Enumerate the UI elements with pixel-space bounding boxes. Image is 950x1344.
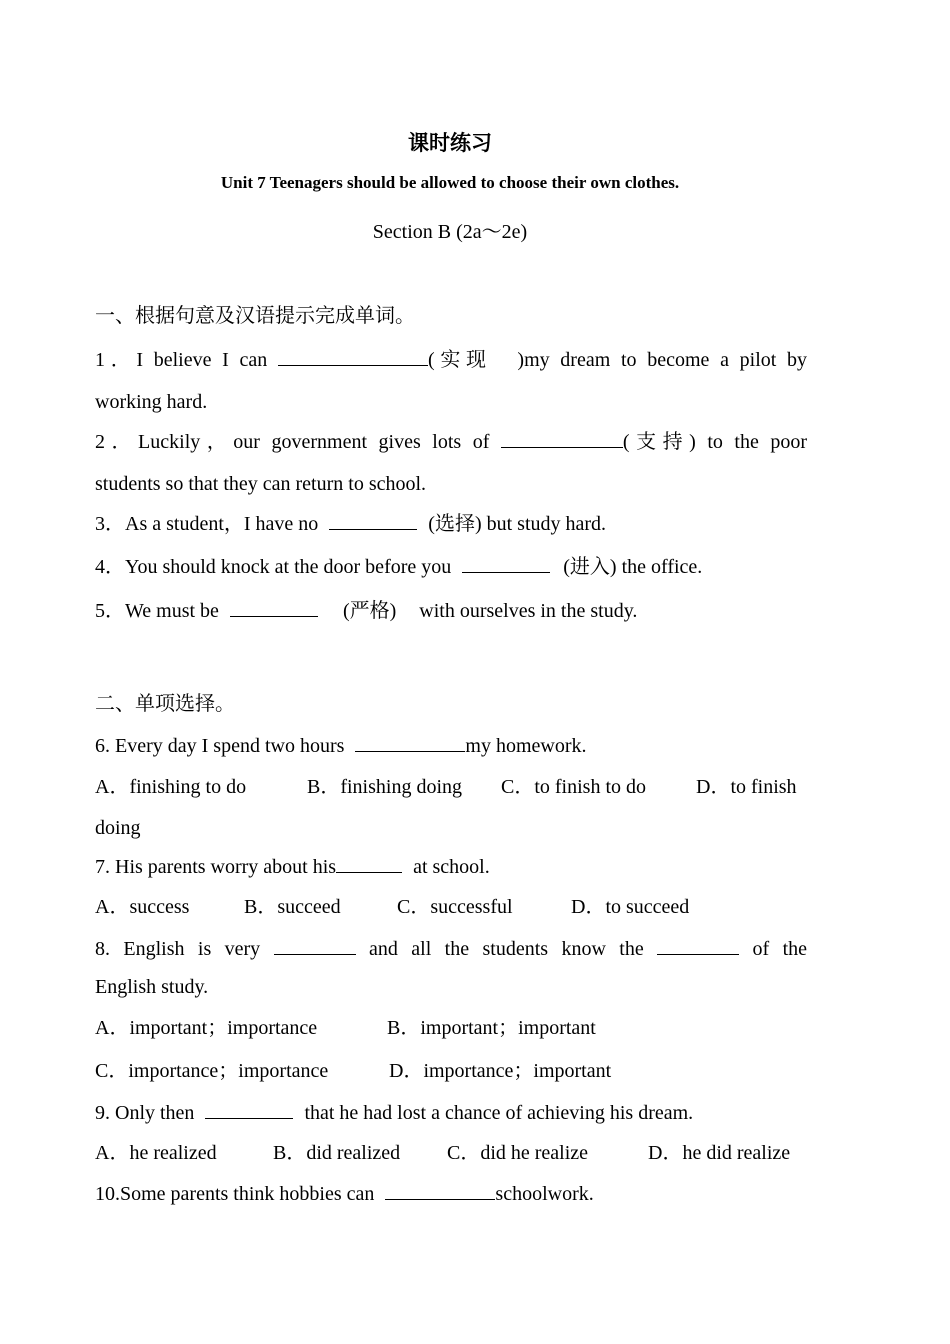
option-a[interactable]: A．finishing to do <box>95 776 247 798</box>
answer-blank[interactable] <box>274 936 356 955</box>
question-10: 10.Some parents think hobbies can schoolwork. <box>95 1183 594 1205</box>
question-3: 3．As a student，I have no (选择) but study hard. <box>95 513 607 535</box>
answer-blank[interactable] <box>501 429 623 448</box>
unit-title: Unit 7 Teenagers should be allowed to choose their own clothes. <box>220 173 680 192</box>
answer-blank[interactable] <box>205 1100 293 1119</box>
option-b[interactable]: B．finishing doing <box>307 776 463 798</box>
page-title: 课时练习 <box>408 131 492 155</box>
part2-heading: 二、单项选择。 <box>95 693 235 715</box>
option-d[interactable]: D．importance；important <box>389 1060 612 1082</box>
option-a[interactable]: A．success <box>95 896 190 918</box>
answer-blank[interactable] <box>230 598 318 617</box>
question-6: 6. Every day I spend two hours my homework. <box>95 735 587 757</box>
answer-blank[interactable] <box>355 733 465 752</box>
option-a[interactable]: A．he realized <box>95 1142 217 1164</box>
option-c[interactable]: C．importance；importance <box>95 1060 329 1082</box>
option-d[interactable]: D．he did realize <box>648 1142 791 1164</box>
question-2: 2．Luckily，our government gives lots of (支持) to the poor <box>95 431 808 453</box>
question-6-cont: doing <box>95 817 141 839</box>
question-4: 4．You should knock at the door before you (进入) the office. <box>95 556 703 578</box>
option-b[interactable]: B．succeed <box>244 896 341 918</box>
option-c[interactable]: C．to finish to do <box>501 776 647 798</box>
answer-blank[interactable] <box>657 936 739 955</box>
answer-blank[interactable] <box>462 554 550 573</box>
answer-blank[interactable] <box>385 1181 495 1200</box>
question-1: 1．I believe I can (实现 )my dream to become a pilot by <box>95 349 808 371</box>
part1-heading: 一、根据句意及汉语提示完成单词。 <box>95 305 415 327</box>
option-c[interactable]: C．successful <box>397 896 513 918</box>
question-1-cont: working hard. <box>95 391 208 413</box>
question-8: 8. English is very and all the students know the of the <box>95 938 808 960</box>
option-a[interactable]: A．important；importance <box>95 1017 318 1039</box>
question-7: 7. His parents worry about his at school. <box>95 856 490 878</box>
answer-blank[interactable] <box>336 854 402 873</box>
question-2-cont: students so that they can return to school. <box>95 473 427 495</box>
option-d[interactable]: D．to succeed <box>571 896 690 918</box>
option-b[interactable]: B．important；important <box>387 1017 596 1039</box>
option-d[interactable]: D．to finish <box>696 776 797 798</box>
option-b[interactable]: B．did realized <box>273 1142 401 1164</box>
section-title: Section B (2a～2e) <box>372 221 528 243</box>
question-5: 5．We must be (严格) with ourselves in the study. <box>95 600 638 622</box>
question-9: 9. Only then that he had lost a chance of achieving his dream. <box>95 1102 694 1124</box>
option-c[interactable]: C．did he realize <box>447 1142 589 1164</box>
answer-blank[interactable] <box>329 511 417 530</box>
question-8-cont: English study. <box>95 976 209 998</box>
answer-blank[interactable] <box>278 347 428 366</box>
